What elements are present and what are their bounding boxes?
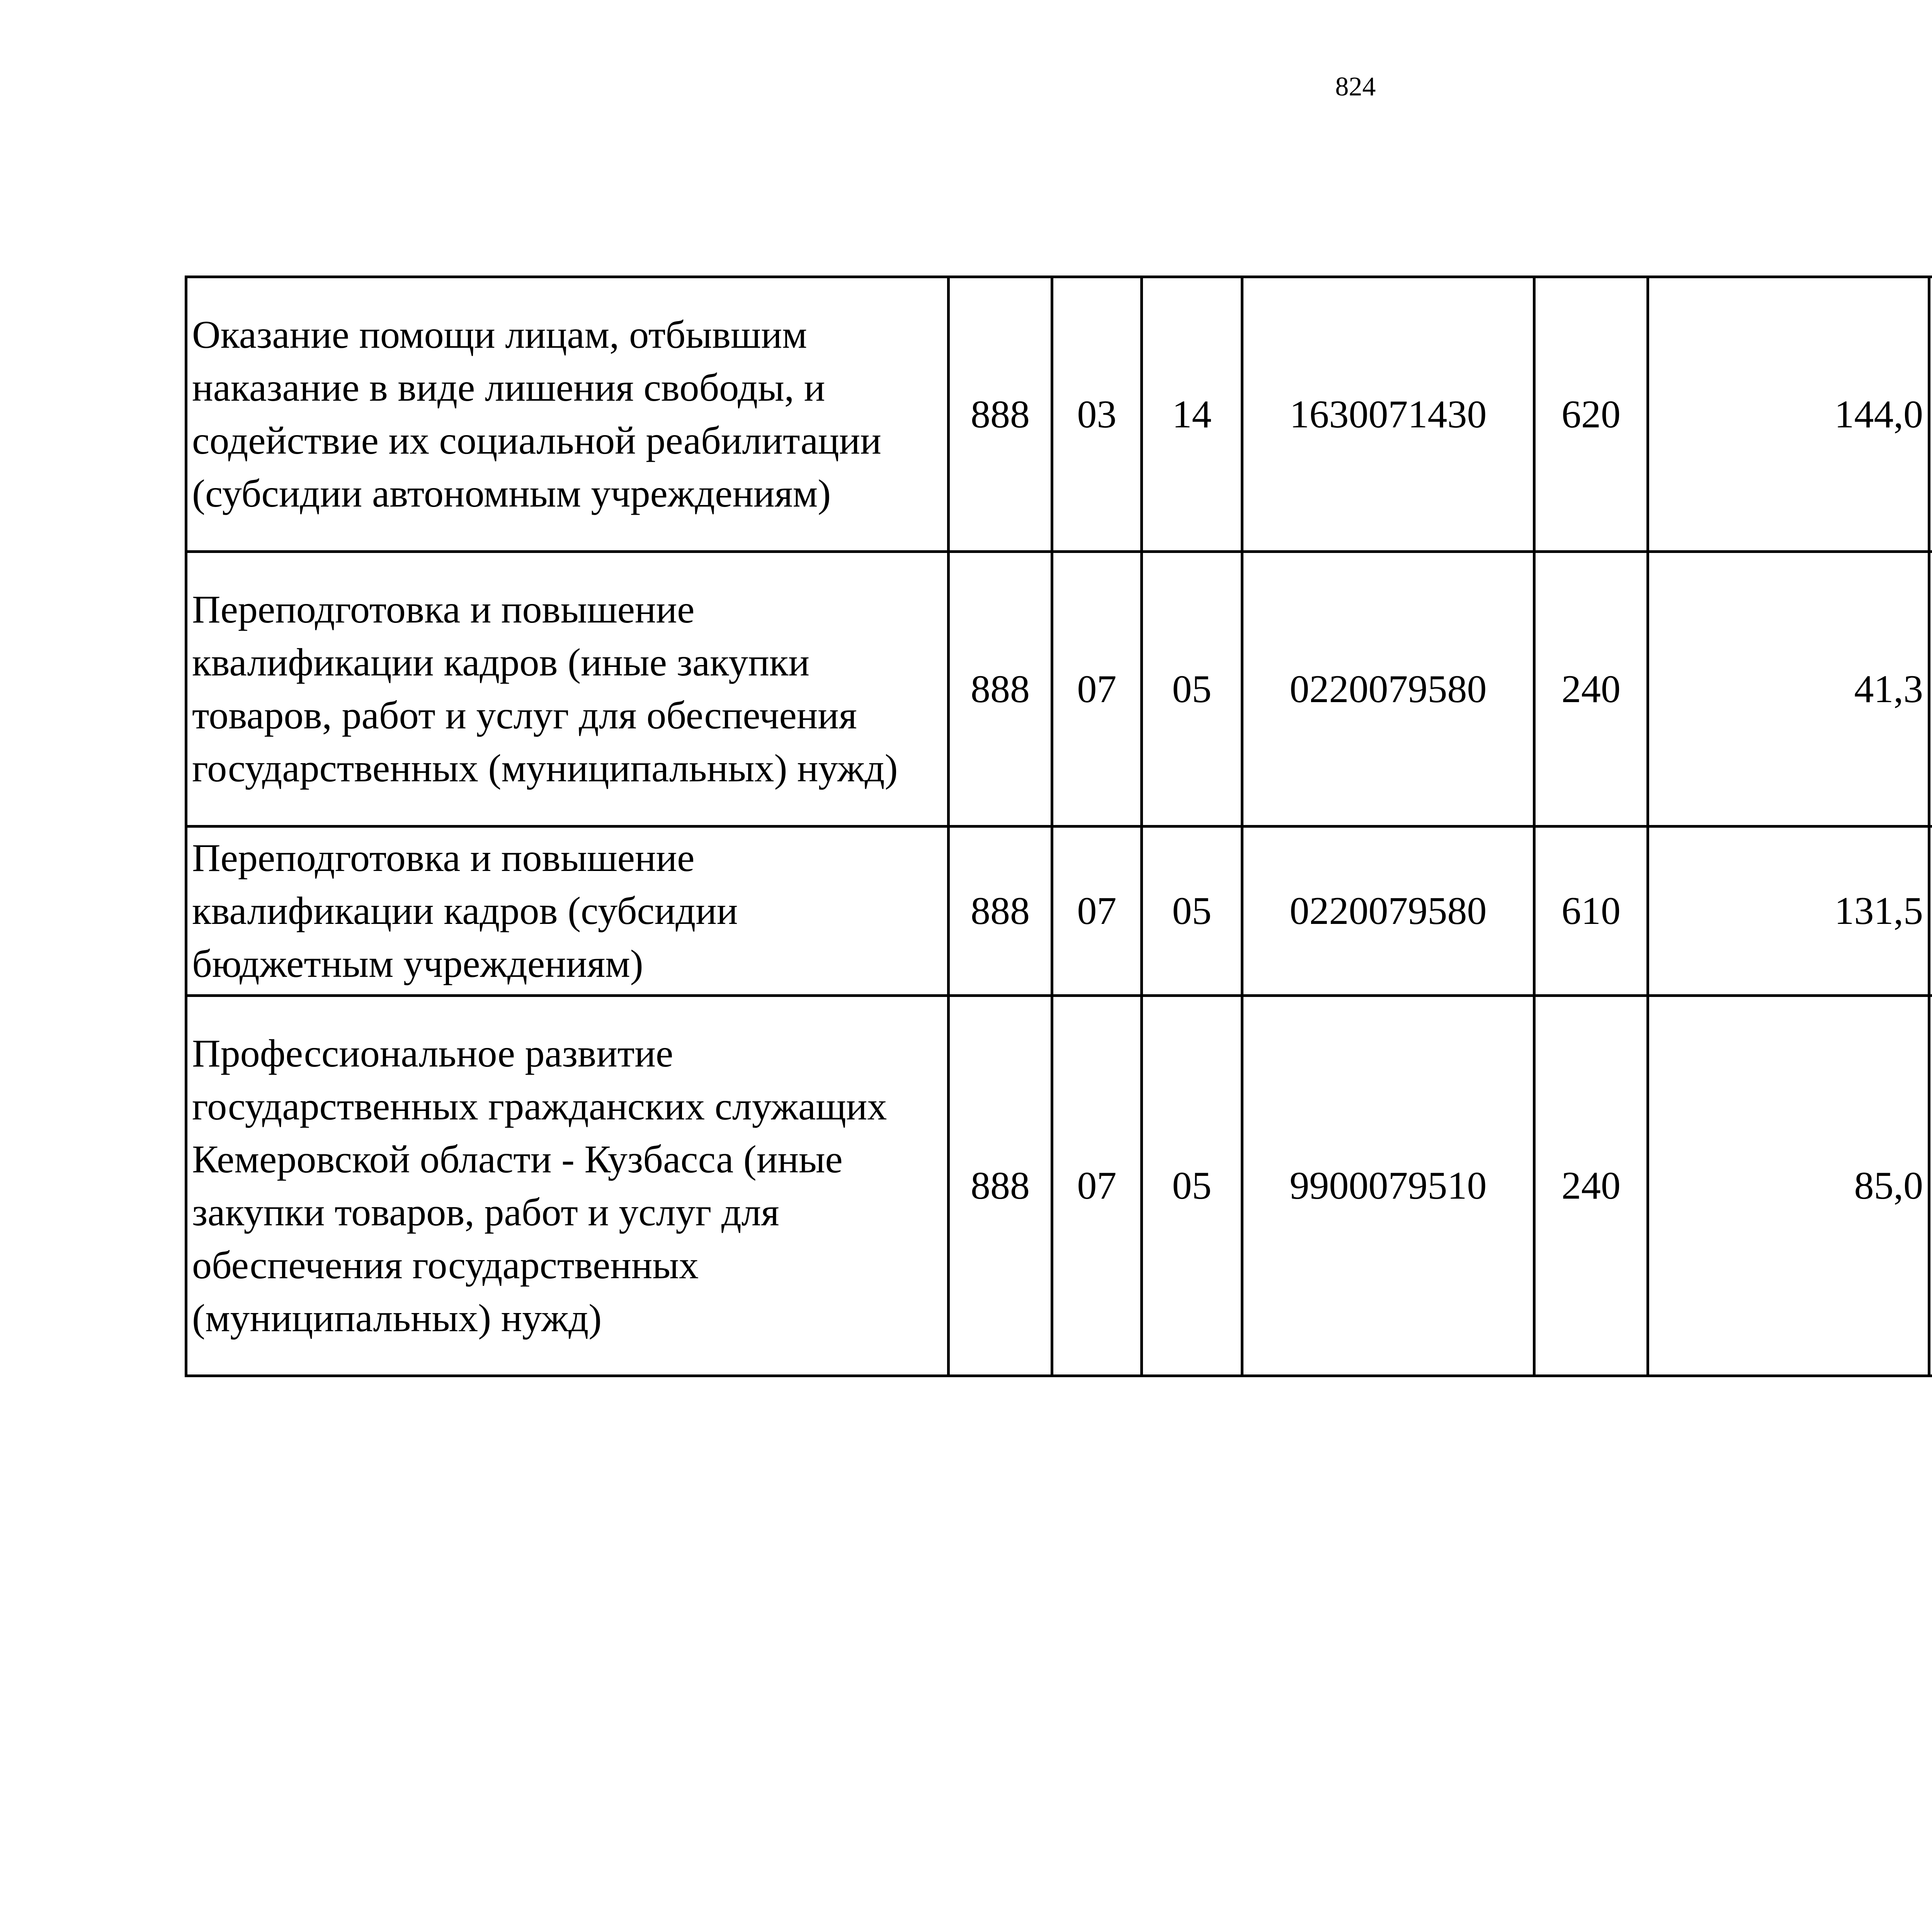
row-description: Оказание помощи лицам, отбывшим наказание в виде лишения свободы, и содействие их социальной реабилитации (субсидии автономным учреждениям): [186, 277, 949, 552]
subsection-code: 05: [1142, 996, 1242, 1376]
target-article-code: 0220079580: [1242, 827, 1534, 996]
amount-1: 41,3: [1648, 552, 1929, 827]
amount-1: 131,5: [1648, 827, 1929, 996]
ministry-code: 888: [949, 277, 1052, 552]
expense-type-code: 240: [1534, 996, 1648, 1376]
row-description: Переподготовка и повышение квалификации кадров (иные закупки товаров, работ и услуг для обеспечения государственных (муниципальных) нужд): [186, 552, 949, 827]
subsection-code: 05: [1142, 552, 1242, 827]
amount-2: [1929, 552, 1932, 827]
ministry-code: 888: [949, 552, 1052, 827]
subsection-code: 05: [1142, 827, 1242, 996]
target-article-code: 9900079510: [1242, 996, 1534, 1376]
expense-type-code: 610: [1534, 827, 1648, 996]
page-number: 824: [1335, 72, 1376, 102]
amount-1: 144,0: [1648, 277, 1929, 552]
table-row: [186, 996, 1932, 1376]
target-article-code: 0220079580: [1242, 552, 1534, 827]
expense-type-code: 620: [1534, 277, 1648, 552]
table-row: [186, 277, 1932, 552]
target-article-code: 1630071430: [1242, 277, 1534, 552]
section-code: 07: [1052, 552, 1142, 827]
amount-1: 85,0: [1648, 996, 1929, 1376]
section-code: 03: [1052, 277, 1142, 552]
ministry-code: 888: [949, 827, 1052, 996]
table-row: [186, 827, 1932, 996]
expense-type-code: 240: [1534, 552, 1648, 827]
amount-2: [1929, 827, 1932, 996]
section-code: 07: [1052, 996, 1142, 1376]
table-row: [186, 552, 1932, 827]
subsection-code: 14: [1142, 277, 1242, 552]
amount-2: [1929, 996, 1932, 1376]
row-description: Профессиональное развитие государственных гражданских служащих Кемеровской области - Кузбасса (иные закупки товаров, работ и услуг для обеспечения государственных (муниципальных) нужд): [186, 996, 949, 1376]
amount-2: [1929, 277, 1932, 552]
budget-table: [185, 276, 1932, 1377]
ministry-code: 888: [949, 996, 1052, 1376]
section-code: 07: [1052, 827, 1142, 996]
row-description: Переподготовка и повышение квалификации кадров (субсидии бюджетным учреждениям): [186, 827, 949, 996]
